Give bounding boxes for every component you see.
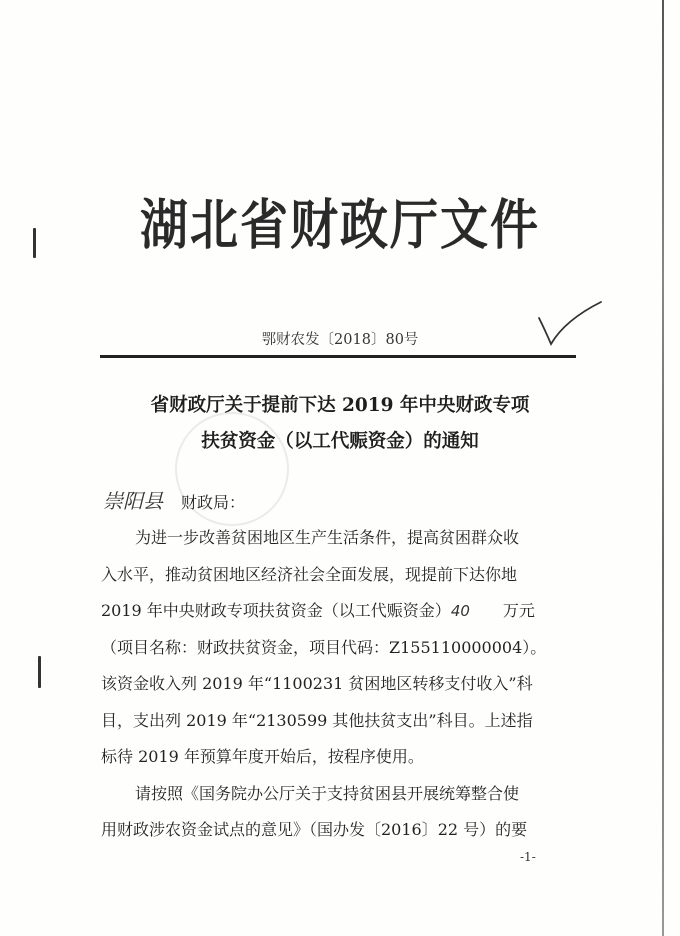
handwritten-check-icon bbox=[535, 300, 605, 352]
binding-mark bbox=[33, 228, 36, 258]
body-line: 用财政涉农资金试点的意见》（国办发〔2016〕22 号）的要 bbox=[101, 820, 528, 839]
page-edge bbox=[662, 0, 664, 936]
handwritten-amount: 40 bbox=[450, 602, 470, 620]
binding-mark bbox=[38, 656, 41, 688]
document-number: 鄂财农发〔2018〕80号 bbox=[261, 332, 419, 348]
handwritten-county: 崇阳县 bbox=[103, 489, 163, 513]
notice-title-line: 省财政厅关于提前下达 2019 年中央财政专项 bbox=[150, 395, 530, 416]
body-line: 入水平，推动贫困地区经济社会全面发展，现提前下达你地 bbox=[101, 564, 518, 584]
body-line bbox=[101, 593, 556, 630]
header-rule bbox=[100, 355, 576, 358]
body-line: 该资金收入列 2019 年“1100231 贫困地区转移支付收入”科 bbox=[101, 674, 533, 693]
body-line: 为进一步改善贫困地区生产生活条件，提高贫困群众收 bbox=[135, 528, 520, 547]
addressee bbox=[103, 485, 245, 514]
body-line: 目，支出列 2019 年“2130599 其他扶贫支出”科目。上述指 bbox=[101, 710, 533, 730]
body-line: 请按照《国务院办公厅关于支持贫困县开展统筹整合使 bbox=[135, 783, 520, 803]
notice-title bbox=[110, 388, 570, 460]
body-line: 标待 2019 年预算年度开始后，按程序使用。 bbox=[101, 747, 424, 766]
body-line: （项目名称：财政扶贫资金，项目代码：Z155110000004）。 bbox=[101, 637, 547, 657]
document-title: 湖北省财政厅文件 bbox=[139, 194, 540, 257]
body-line-text: 2019 年中央财政专项扶贫资金（以工代赈资金） bbox=[101, 601, 451, 620]
body-line-text: 万元 bbox=[502, 601, 535, 620]
notice-title-line: 扶贫资金（以工代赈资金）的通知 bbox=[201, 431, 479, 452]
addressee-label: 财政局： bbox=[181, 493, 246, 512]
page-number: -1- bbox=[520, 850, 536, 864]
body-text bbox=[101, 520, 556, 849]
